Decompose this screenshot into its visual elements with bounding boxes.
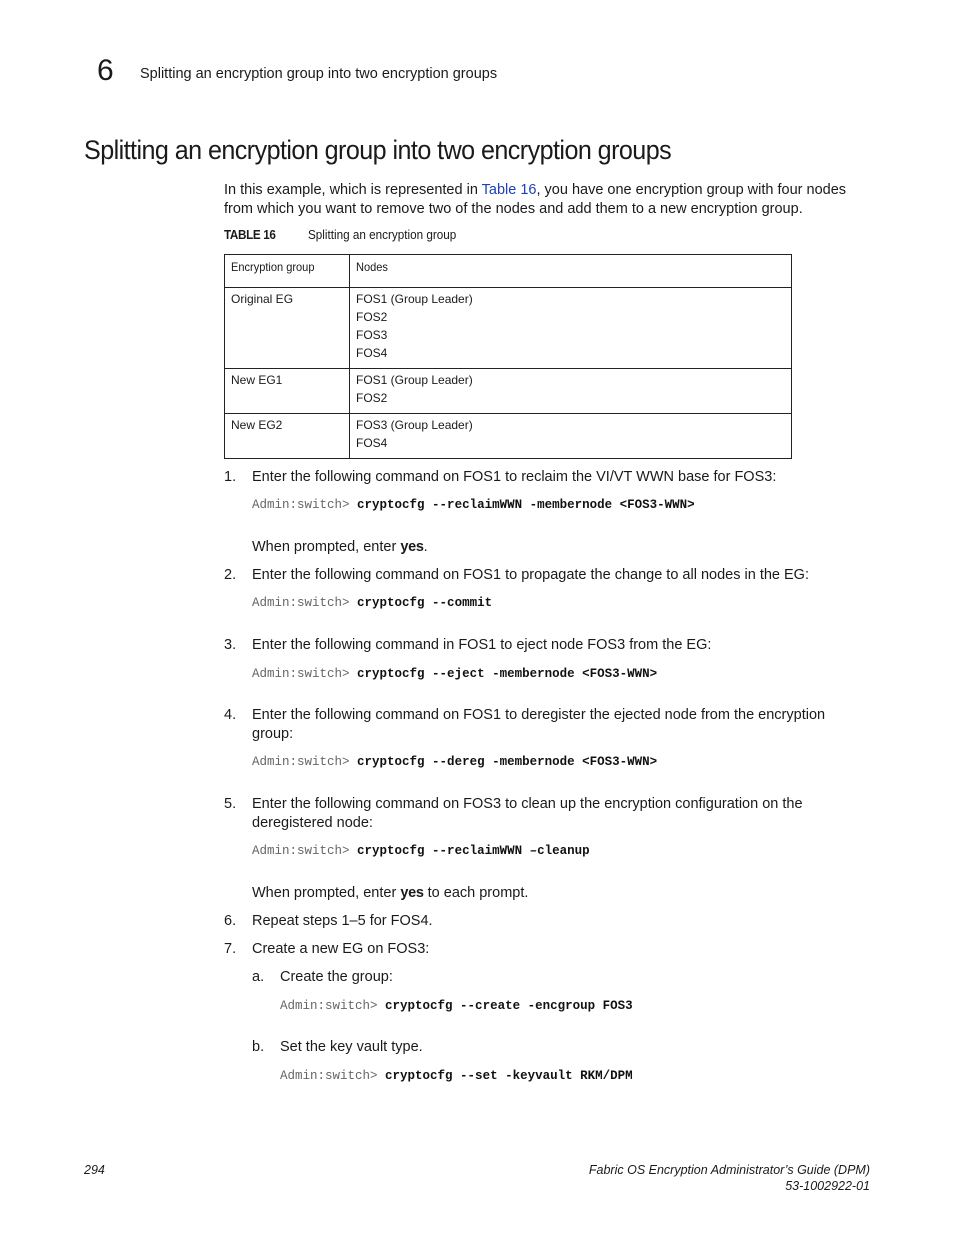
substep-text: Create the group: (280, 969, 393, 985)
substep-letter: a. (252, 969, 265, 985)
step-text-continued: group: (252, 726, 294, 742)
footer-doc-number: 53-1002922-01 (785, 1179, 870, 1193)
table-label: TABLE 16 (224, 227, 276, 242)
header-encryption-group: Encryption group (225, 255, 350, 288)
command-prompt: Admin:switch> (252, 596, 350, 610)
table-row (225, 288, 792, 369)
command-text: cryptocfg --dereg -membernode <FOS3-WWN> (357, 755, 658, 769)
command-prompt: Admin:switch> (252, 755, 350, 769)
substep-text: Set the key vault type. (280, 1039, 423, 1055)
table-row (225, 414, 792, 459)
chapter-number: 6 (97, 54, 114, 87)
command-line (252, 595, 492, 611)
footer-doc-title: Fabric OS Encryption Administrator’s Guide (DPM) (588, 1163, 870, 1177)
step-text: Enter the following command on FOS3 to clean up the encryption configuration on the (252, 796, 803, 812)
running-header-title: Splitting an encryption group into two encryption groups (140, 66, 498, 82)
command-line (252, 843, 590, 859)
command-prompt: Admin:switch> (280, 1069, 378, 1083)
prompt-instruction: When prompted, enter yes. (252, 539, 428, 555)
command-text: cryptocfg --create -encgroup FOS3 (385, 999, 633, 1013)
header-nodes: Nodes (350, 255, 792, 288)
step-number: 4. (224, 707, 237, 723)
step-text: Enter the following command in FOS1 to eject node FOS3 from the EG: (252, 637, 712, 653)
cell-group: Original EG (225, 288, 350, 369)
table-row (225, 369, 792, 414)
step-text: Enter the following command on FOS1 to reclaim the VI/VT WWN base for FOS3: (252, 469, 777, 485)
command-line (252, 754, 657, 770)
node-entry: FOS2 (356, 310, 388, 324)
node-entry: FOS1 (Group Leader) (356, 373, 473, 387)
intro-text-after-link: , you have one encryption group with four nodes (536, 182, 847, 198)
step-text-continued: deregistered node: (252, 815, 373, 831)
command-line (280, 1068, 633, 1084)
command-text: cryptocfg --reclaimWWN -membernode <FOS3-WWN> (357, 498, 695, 512)
step-number: 7. (224, 941, 237, 957)
command-text: cryptocfg --set -keyvault RKM/DPM (385, 1069, 633, 1083)
intro-text-line2: from which you want to remove two of the nodes and add them to a new encryption group. (224, 201, 803, 217)
command-text: cryptocfg --eject -membernode <FOS3-WWN> (357, 667, 658, 681)
command-prompt: Admin:switch> (252, 667, 350, 681)
node-entry: FOS1 (Group Leader) (356, 292, 473, 306)
command-prompt: Admin:switch> (280, 999, 378, 1013)
keyword-yes: yes (400, 885, 424, 901)
cell-group: New EG1 (225, 369, 350, 414)
node-entry: FOS4 (356, 436, 388, 450)
node-entry: FOS2 (356, 391, 388, 405)
keyword-yes: yes (400, 539, 424, 555)
step-number: 1. (224, 469, 237, 485)
node-entry: FOS4 (356, 346, 388, 360)
command-prompt: Admin:switch> (252, 498, 350, 512)
section-heading: Splitting an encryption group into two encryption groups (84, 135, 672, 165)
node-entry: FOS3 (Group Leader) (356, 418, 473, 432)
cell-nodes (350, 288, 792, 369)
step-number: 2. (224, 567, 237, 583)
command-line (252, 666, 657, 682)
step-number: 6. (224, 913, 237, 929)
substep-letter: b. (252, 1039, 265, 1055)
step-number: 5. (224, 796, 237, 812)
command-text: cryptocfg --commit (357, 596, 493, 610)
command-line (280, 998, 633, 1014)
cell-nodes (350, 414, 792, 459)
intro-text-before-link: In this example, which is represented in (224, 182, 482, 198)
table-title: Splitting an encryption group (308, 227, 457, 242)
table-caption (224, 226, 457, 244)
step-text: Create a new EG on FOS3: (252, 941, 430, 957)
command-text: cryptocfg --reclaimWWN –cleanup (357, 844, 590, 858)
step-text: Repeat steps 1–5 for FOS4. (252, 913, 433, 929)
prompt-instruction: When prompted, enter yes to each prompt. (252, 885, 529, 901)
step-text: Enter the following command on FOS1 to propagate the change to all nodes in the EG: (252, 567, 809, 583)
footer-doc-info (589, 1162, 870, 1194)
intro-paragraph (224, 181, 864, 219)
cell-nodes (350, 369, 792, 414)
step-number: 3. (224, 637, 237, 653)
step-text: Enter the following command on FOS1 to deregister the ejected node from the encryption (252, 707, 826, 723)
node-entry: FOS3 (356, 328, 388, 342)
page-number: 294 (84, 1163, 105, 1177)
encryption-group-table (224, 254, 792, 459)
command-line (252, 497, 695, 513)
command-prompt: Admin:switch> (252, 844, 350, 858)
table-16-link[interactable]: Table 16 (481, 182, 537, 198)
cell-group: New EG2 (225, 414, 350, 459)
table-header-row (225, 255, 792, 288)
